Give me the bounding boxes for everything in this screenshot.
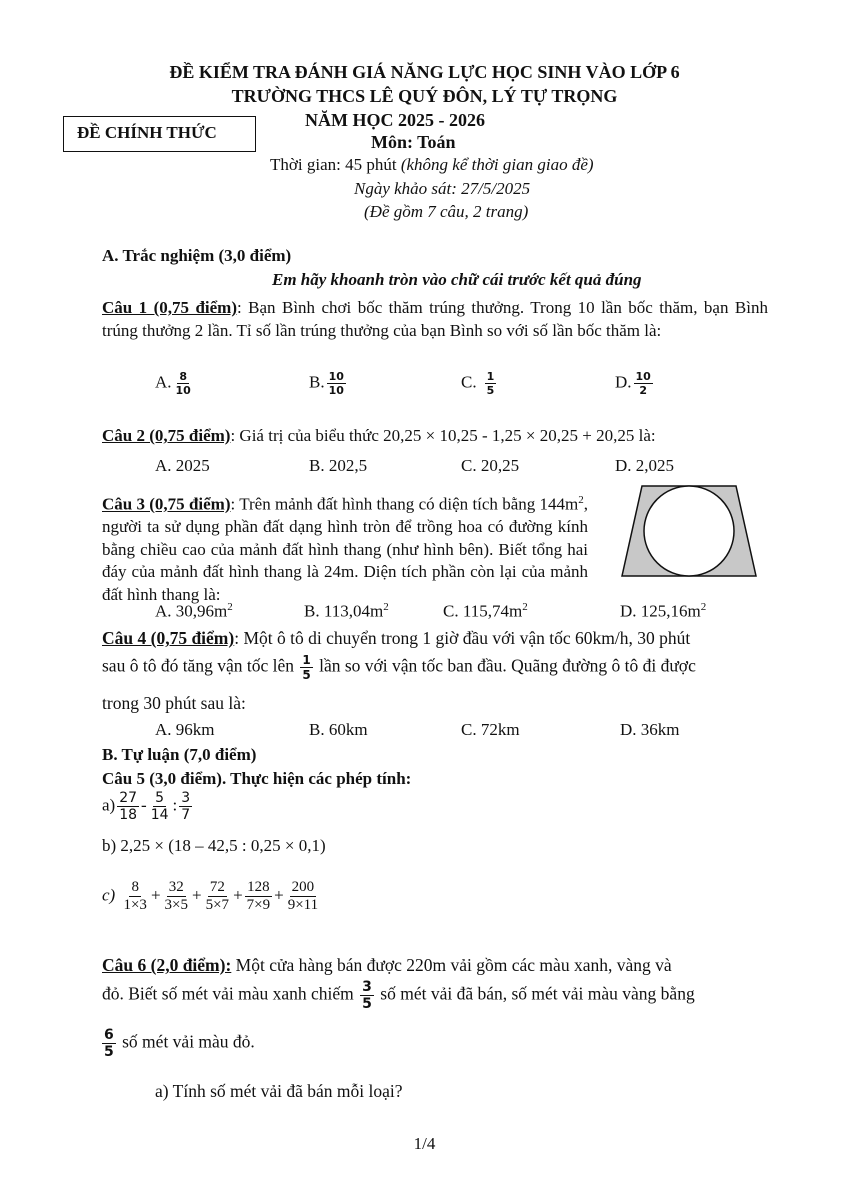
question-4-line3: trong 30 phút sau là: [102,693,246,713]
exam-time-note: (không kể thời gian giao đề) [400,155,594,174]
inscribed-circle [644,486,734,576]
question-6-line1: Câu 6 (2,0 điểm): Một cửa hàng bán được 220m vải gồm các màu xanh, vàng và [102,955,672,975]
question-3-label: Câu 3 (0,75 điểm) [102,494,231,514]
question-2-label: Câu 2 (0,75 điểm) [102,426,231,445]
question-4-line2: sau ô tô đó tăng vận tốc lên $\frac{1}{5}$ lần so với vận tốc ban đầu. Quãng đường ô tô đi được [102,653,696,682]
page-number: 1/4 [413,1134,436,1153]
section-a-title: A. Trắc nghiệm (3,0 điểm) [102,246,292,265]
q4-option-c: C. 72km [461,720,520,739]
q1-option-a: A. $\frac{8}{10}$ [155,370,191,397]
page-count-note: (Đề gồm 7 câu, 2 trang) [364,202,529,221]
question-6-line2: đỏ. Biết số mét vải màu xanh chiếm $\frac{3}{5}$ số mét vải đã bán, số mét vải màu vàng bằng [102,979,695,1012]
q4-option-a: A. 96km [155,720,215,739]
q5-part-b: b) 2,25 × (18 – 42,5 : 0,25 × 0,1) [102,836,326,855]
question-5-label: Câu 5 (3,0 điểm). Thực hiện các phép tính: [102,769,412,788]
official-label: ĐỀ CHÍNH THỨC [77,123,217,142]
q4-option-b: B. 60km [309,720,368,739]
question-2 [102,426,656,446]
q2-option-b: B. 202,5 [309,456,368,475]
q3-option-c: C. $115,74m^2$ [443,601,528,621]
question-1 [102,296,768,342]
exam-title-line1: ĐỀ KIỂM TRA ĐÁNH GIÁ NĂNG LỰC HỌC SINH VÀO LỚP 6 [169,62,680,82]
q3-option-b: B. $113,04m^2$ [304,601,389,621]
q4-option-d: D. 36km [620,720,680,739]
q1-option-d: D. $\frac{10}{2}$ [615,370,651,397]
q1-option-c: C. $\frac{1}{5}$ [461,370,495,397]
question-6-part-a: a) Tính số mét vải đã bán mỗi loại? [155,1081,403,1101]
question-2-text: : Giá trị của biểu thức 20,25 × 10,25 - 1,25 × 20,25 + 20,25 là: [230,426,656,445]
question-1-text: : Bạn Bình chơi bốc thăm trúng thưởng. Trong 10 lần bốc thăm, bạn Bình trúng thưởng 2 lần. Tỉ số lần trúng thưởng của bạn Bình so với số lần bốc thăm là: [102,298,768,340]
q2-option-d: D. 2,025 [615,456,675,475]
question-4-line1: Câu 4 (0,75 điểm): Một ô tô di chuyển trong 1 giờ đầu với vận tốc 60km/h, 30 phút [102,628,691,648]
q2-option-c: C. 20,25 [461,456,520,475]
school-year: NĂM HỌC 2025 - 2026 [305,110,485,130]
q1-option-b: B. $\frac{10}{10}$ [309,370,344,397]
q5-part-c: c) $\frac{8}{1\times 3}$ + $\frac{32}{3\times 5}$ + $\frac{72}{5\times 7}$ + $\frac{128}{7\times 9}$ + $\frac{200}{9\times 11}$ [102,879,319,913]
question-3: Câu 3 (0,75 điểm): Trên mảnh đất hình thang có diện tích bằng $144m^2$, người ta sử dụng phần đất dạng hình tròn để trồng hoa có đường kính bằng chiều cao của mảnh đất hình thang (như hình bên). Biết tổng hai đáy của mảnh đất hình thang là 24m. Diện tích phần còn lại của mảnh đất hình thang là: [102,494,588,604]
q3-option-d: D. $125,16m^2$ [620,601,707,621]
exam-time-plain: Thời gian: 45 phút [270,155,401,174]
subject: Môn: Toán [371,132,456,152]
question-6-line3: $\frac{6}{5}$ số mét vải màu đỏ. [104,1027,255,1060]
question-4-label: Câu 4 (0,75 điểm) [102,628,235,648]
section-a-instruction: Em hãy khoanh tròn vào chữ cái trước kết quả đúng [272,270,642,289]
section-b-title: B. Tự luận (7,0 điểm) [102,745,257,764]
q3-option-a: A. $30,96m^2$ [155,601,233,621]
question-1-label: Câu 1 (0,75 điểm) [102,298,238,317]
q5-part-a: a) $\frac{27}{18}$ - $\frac{5}{14}$ : $\frac{3}{7}$ [102,790,191,823]
question-6-label: Câu 6 (2,0 điểm): [102,955,232,975]
exam-title-line2: TRƯỜNG THCS LÊ QUÝ ĐÔN, LÝ TỰ TRỌNG [231,86,618,106]
official-box [63,116,256,152]
q2-option-a: A. 2025 [155,456,210,475]
exam-time [270,155,594,175]
exam-date: Ngày khảo sát: 27/5/2025 [354,179,531,198]
trapezoid-circle-figure [620,484,758,580]
